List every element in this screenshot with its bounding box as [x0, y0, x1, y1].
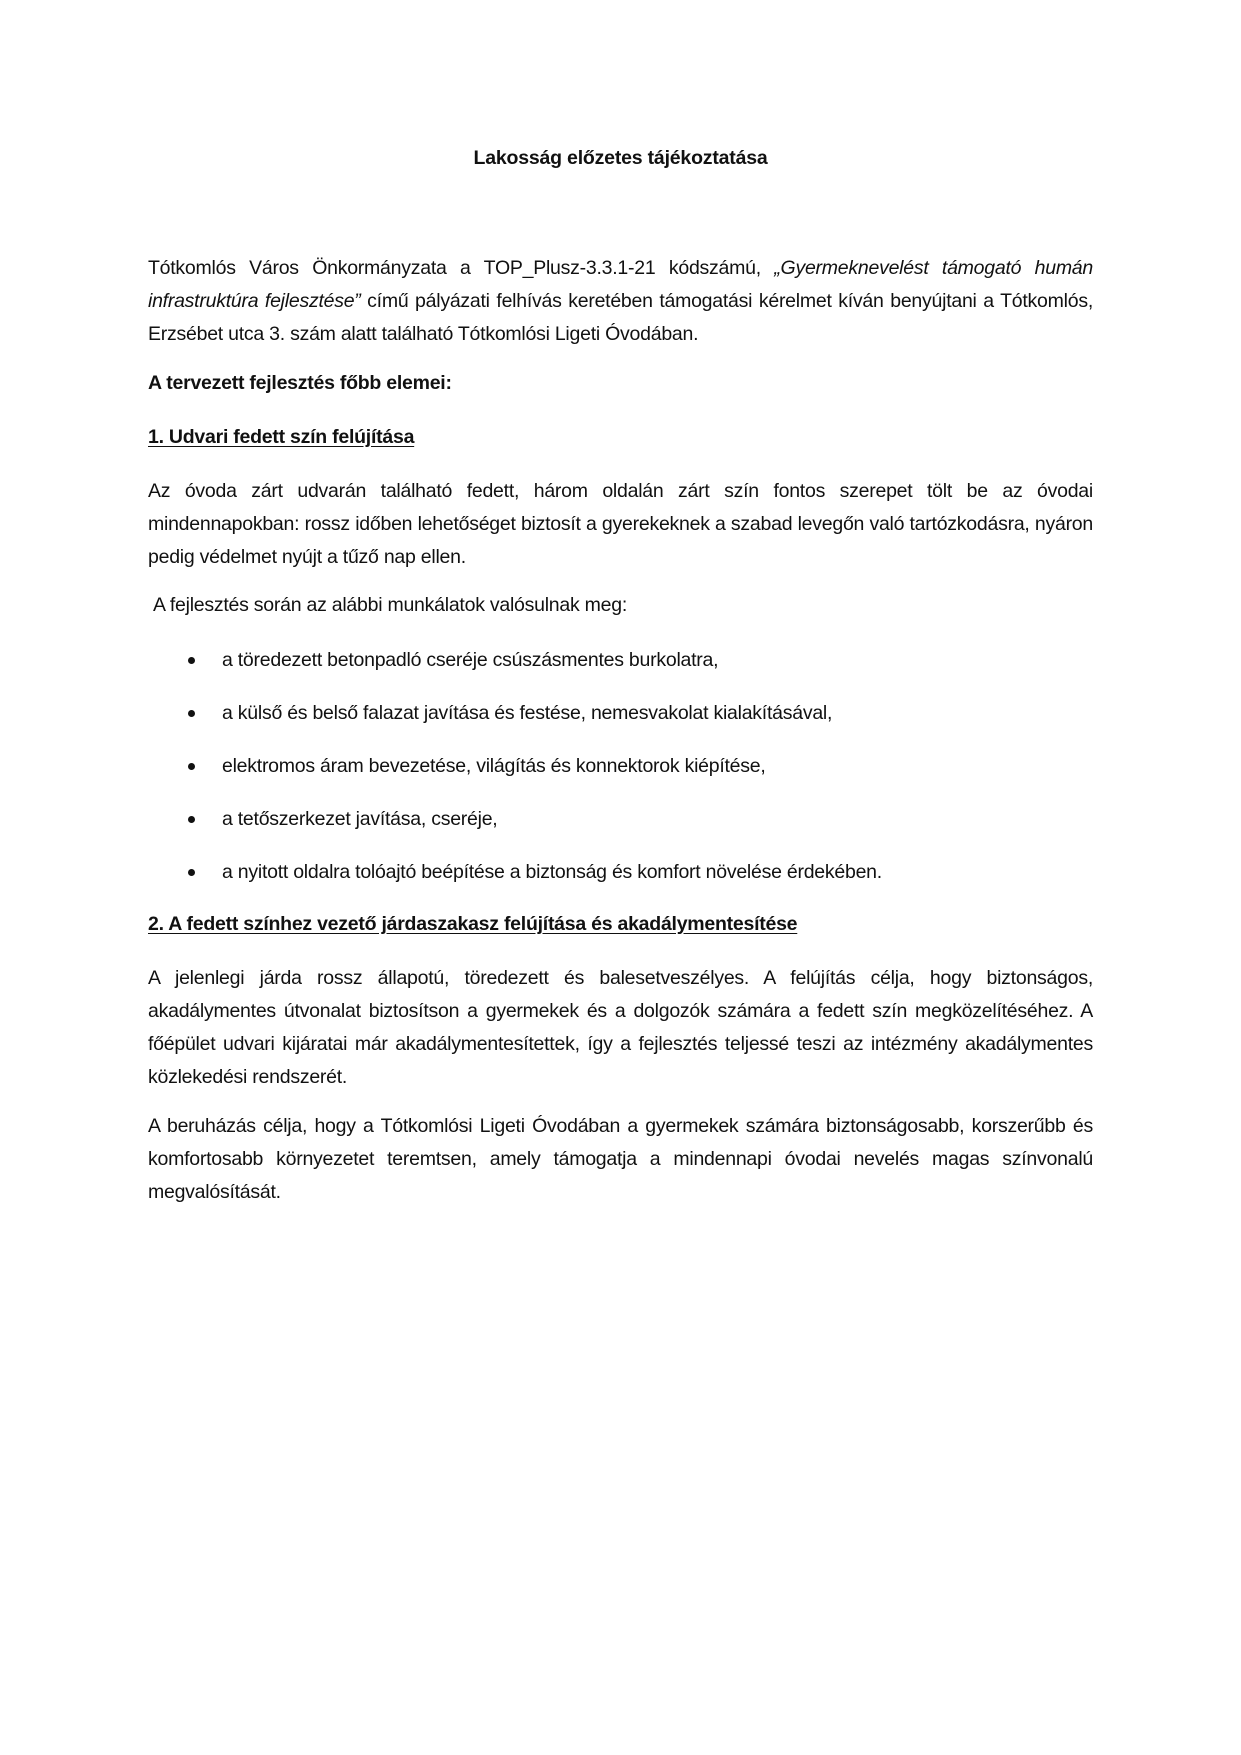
- section2-heading: 2. A fedett színhez vezető járdaszakasz felújítása és akadálymentesítése: [148, 913, 798, 935]
- intro-text-part2: című pályázati felhívás keretében támogatási kérelmet kíván benyújtani a Tótkomlós, Erzsébet utca 3. szám alatt található Tótkomlósi Ligeti Óvodában.: [148, 290, 1093, 345]
- intro-project-title: „Gyermeknevelést támogató humán infrastruktúra fejlesztése”: [148, 257, 1094, 312]
- section1-paragraph: Az óvoda zárt udvarán található fedett, három oldalán zárt szín fontos szerepet tölt be az óvodai mindennapokban: rossz időben lehetőséget biztosít a gyerekeknek a szabad levegőn való tartózkodásra, nyáron pedig védelmet nyújt a tűző nap ellen.: [148, 480, 1093, 568]
- bullet-icon: [188, 816, 195, 823]
- main-heading: A tervezett fejlesztés főbb elemei:: [148, 372, 452, 394]
- section2-paragraph: A jelenlegi járda rossz állapotú, töredezett és balesetveszélyes. A felújítás célja, hogy biztonságos, akadálymentes útvonalat biztosítson a gyermekek és a dolgozók számára a fedett szín megközelítéséhez. A főépület udvari kijáratai már akadálymentesítettek, így a fejlesztés teljessé teszi az intézmény akadálymentes közlekedési rendszerét.: [148, 967, 1093, 1088]
- conclusion-paragraph: A beruházás célja, hogy a Tótkomlósi Ligeti Óvodában a gyermekek számára biztonságosabb, korszerűbb és komfortosabb környezetet teremtsen, amely támogatja a mindennapi óvodai nevelés magas színvonalú megvalósítását.: [148, 1115, 1093, 1203]
- bullet-icon: [188, 763, 195, 770]
- bullet-icon: [188, 710, 195, 717]
- bullet-icon: [188, 657, 195, 664]
- section1-list-intro: A fejlesztés során az alábbi munkálatok valósulnak meg:: [153, 594, 628, 616]
- intro-text-part1: Tótkomlós Város Önkormányzata a TOP_Plusz-3.3.1-21 kódszámú,: [148, 257, 775, 279]
- document-title: Lakosság előzetes tájékoztatása: [473, 147, 768, 169]
- bullet-icon: [188, 869, 195, 876]
- intro-paragraph: [148, 252, 1093, 351]
- section1-heading: 1. Udvari fedett szín felújítása: [148, 426, 415, 448]
